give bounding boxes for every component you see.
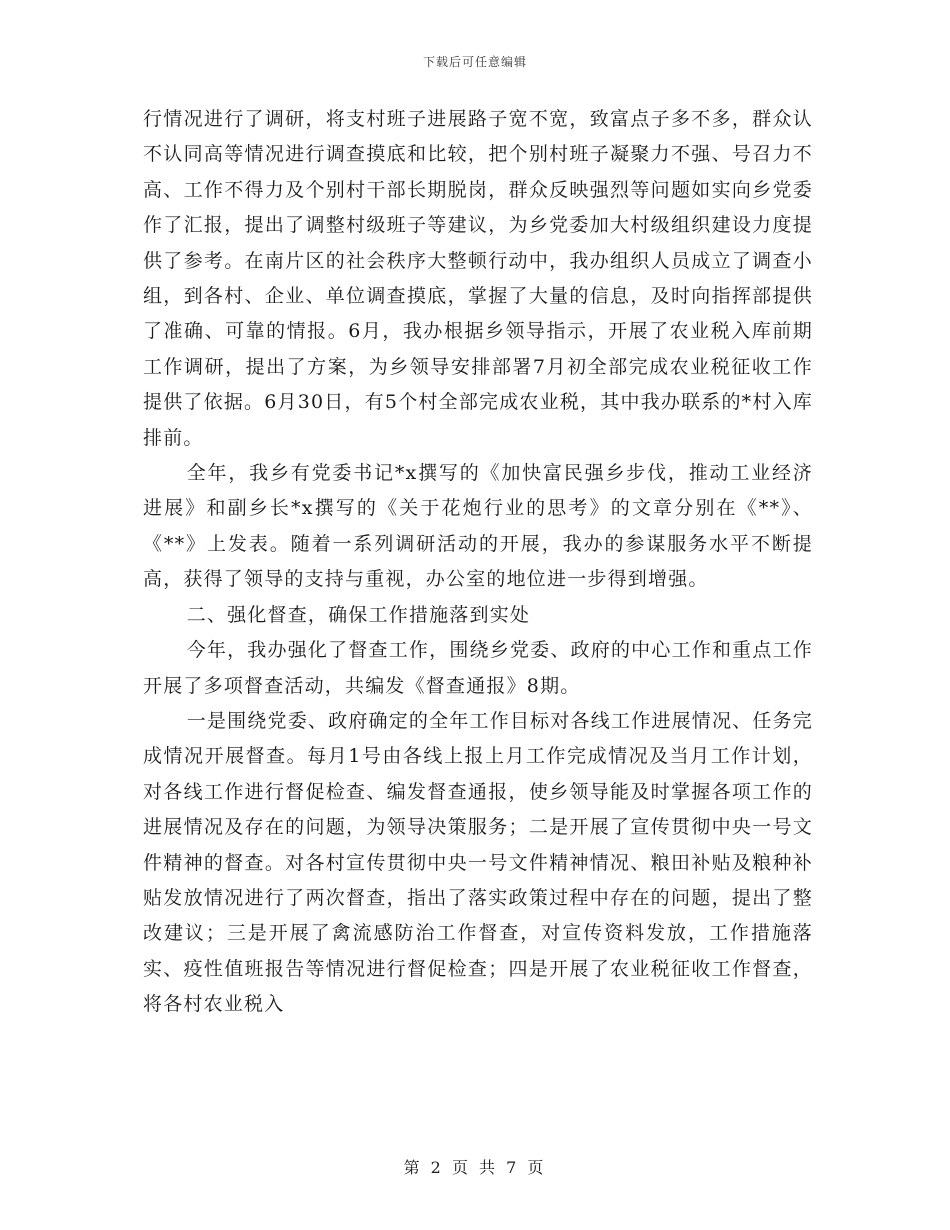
- page-header: 下载后可任意编辑: [422, 55, 527, 69]
- section-heading: 二、强化督查，确保工作措施落到实处: [186, 603, 531, 626]
- paragraph-2: 全年，我乡有党委书记*x撰写的《加快富民强乡步伐，推动工业经济进展》和副乡长*x撰写的《关于花炮行业的思考》的文章分别在《**》、《**》上发表。随着一系列调研活动的开展，我办的参谋服务水平不断提高，获得了领导的支持与重视，办公室的地位进一步得到增强。: [143, 462, 813, 591]
- document-body: [143, 102, 813, 1023]
- paragraph-4: 一是围绕党委、政府确定的全年工作目标对各线工作进展情况、任务完成情况开展督查。每月1号由各线上报上月工作完成情况及当月工作计划，对各线工作进行督促检查、编发督查通报，使乡领导能及时掌握各项工作的进展情况及存在的问题，为领导决策服务；二是开展了宣传贯彻中央一号文件精神的督查。对各村宣传贯彻中央一号文件精神情况、粮田补贴及粮种补贴发放情况进行了两次督查，指出了落实政策过程中存在的问题，提出了整改建议；三是开展了禽流感防治工作督查，对宣传资料发放，工作措施落实、疫性值班报告等情况进行督促检查；四是开展了农业税征收工作督查，将各村农业税入: [143, 709, 813, 1016]
- paragraph-1: 行情况进行了调研，将支村班子进展路子宽不宽，致富点子多不多，群众认不认同高等情况进行调查摸底和比较，把个别村班子凝聚力不强、号召力不高、工作不得力及个别村干部长期脱岗，群众反映强烈等问题如实向乡党委作了汇报，提出了调整村级班子等建议，为乡党委加大村级组织建设力度提供了参考。在南片区的社会秩序大整顿行动中，我办组织人员成立了调查小组，到各村、企业、单位调查摸底，掌握了大量的信息，及时向指挥部提供了准确、可靠的情报。6月，我办根据乡领导指示，开展了农业税入库前期工作调研，提出了方案，为乡领导安排部署7月初全部完成农业税征收工作提供了依据。6月30日，有5个村全部完成农业税，其中我办联系的*村入库排前。: [143, 108, 813, 449]
- page-number: 第 2 页 共 7 页: [403, 1158, 547, 1177]
- paragraph-3: 今年，我办强化了督查工作，围绕乡党委、政府的中心工作和重点工作开展了多项督查活动，共编发《督查通报》8期。: [143, 639, 813, 697]
